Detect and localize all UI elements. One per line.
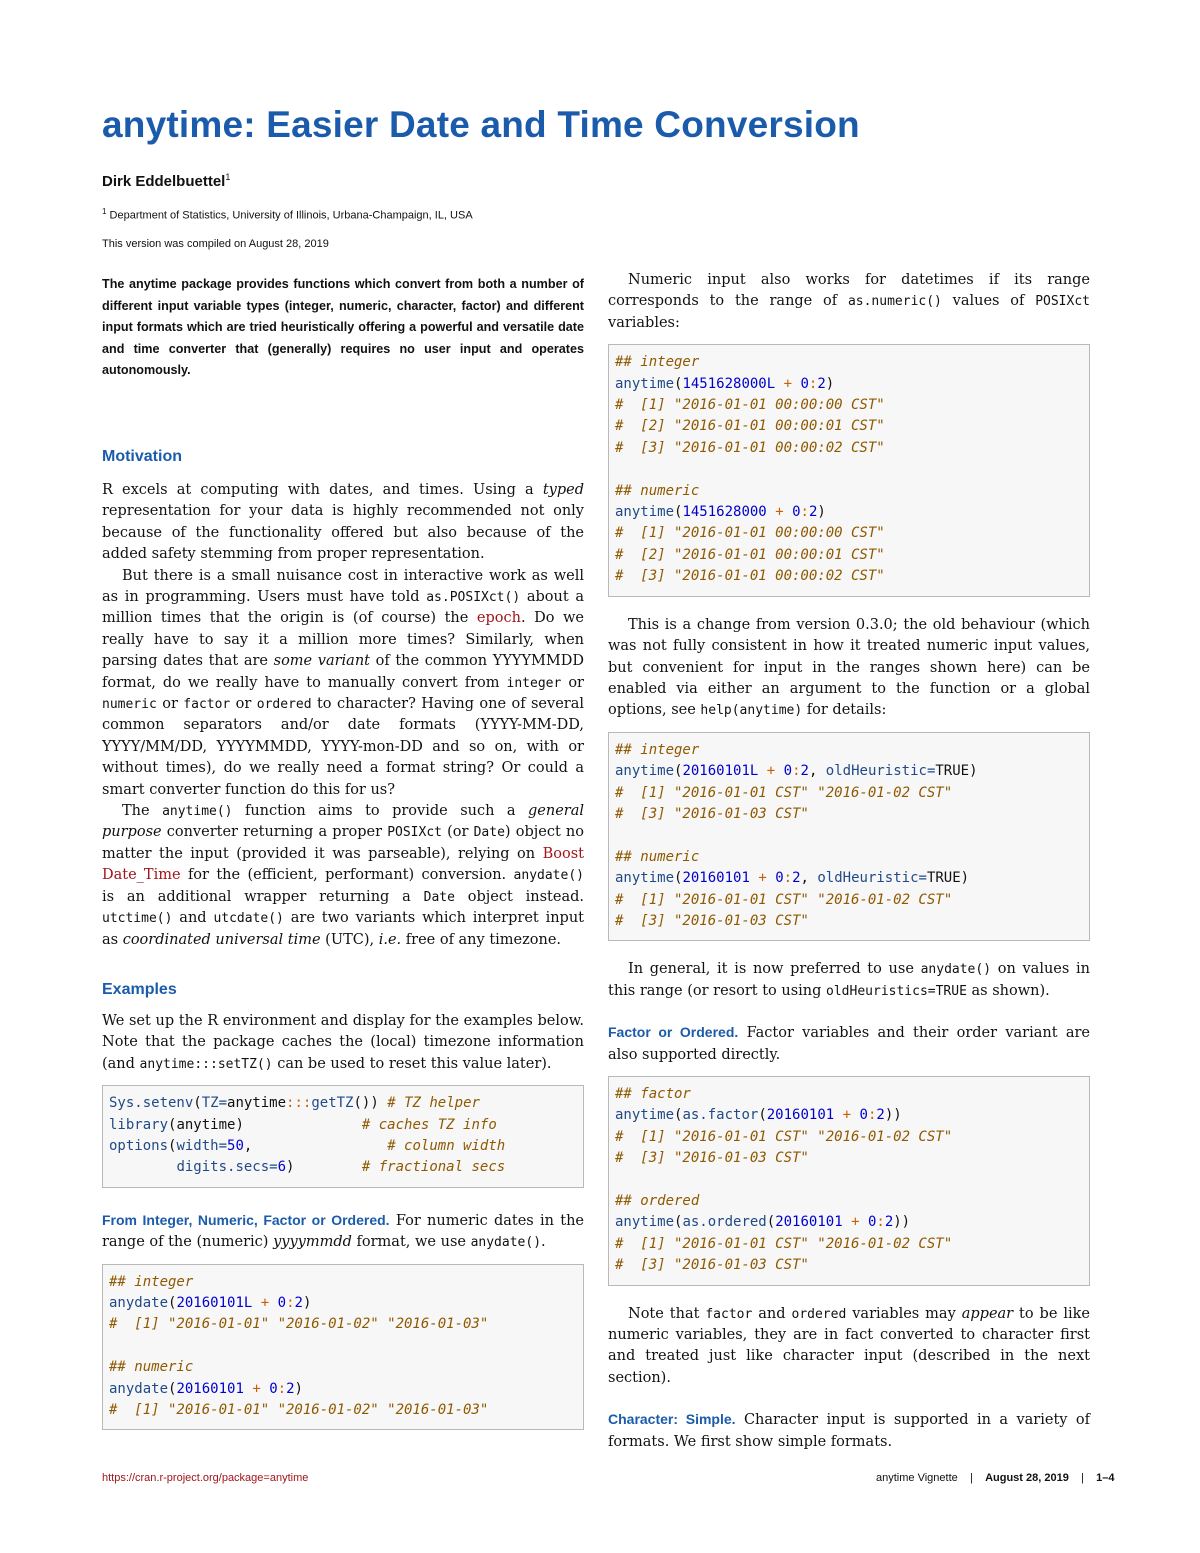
motivation-para-3: The anytime() function aims to provide such a general purpose converter returning a proper POSIXct (or Date) object no matter the input (provided it was parseable), relying on Boost Date_Time for the (efficient, performant) conversion. anydate() is an additional wrapper returning a Date object instead. utctime() and utcdate() are two variants which interpret input as coordinated universal time (UTC), i.e. free of any timezone. xyxy=(102,803,585,948)
code-block-setup: Sys.setenv(TZ=anytime:::getTZ()) # TZ helper library(anytime) # caches TZ info options(width=50, # column width digits.secs=6) # fractional secs xyxy=(102,1085,584,1188)
footer-url-link[interactable]: https://cran.r-project.org/package=anytime xyxy=(102,1472,309,1484)
affiliation xyxy=(102,207,473,222)
footer-sep: | xyxy=(969,1472,973,1484)
right-column xyxy=(608,270,1090,1453)
para-title-from-integer: From Integer, Numeric, Factor or Ordered. xyxy=(102,1211,390,1228)
affil-marker: 1 xyxy=(102,207,107,216)
code-block-old-heuristic: ## integer anytime(20160101L + 0:2, oldHeuristic=TRUE) # [1] "2016-01-01 CST" "2016-01-02 CST" # [3] "2016-01-03 CST" ## numeric anytime(20160101 + 0:2, oldHeuristic=TRUE) # [1] "2016-01-01 CST" "2016-01-02 CST" # [3] "2016-01-03 CST" xyxy=(608,732,1090,942)
boost-link[interactable]: Boost Date_Time xyxy=(102,845,584,884)
section-motivation: Motivation xyxy=(102,447,182,465)
integer-para: From Integer, Numeric, Factor or Ordered. For numeric dates in the range of the (numeric) yyyymmdd format, we use anydate(). xyxy=(102,1211,584,1251)
motivation-para-1: R excels at computing with dates, and times. Using a typed representation for your data is highly recommended not only because of the functionality offered but also because of the added safety stemming from proper representation. xyxy=(102,481,584,563)
change-para: This is a change from version 0.3.0; the old behaviour (which was not fully consistent in how it treated numeric input values, but convenient for input in the ranges shown here) can be enabled via either an argument to the function or a global options, see help(anytime) for details: xyxy=(608,616,1090,719)
code-block-factor: ## factor anytime(as.factor(20160101 + 0:2)) # [1] "2016-01-01 CST" "2016-01-02 CST" # [3] "2016-01-03 CST" ## ordered anytime(as.ordered(20160101 + 0:2)) # [1] "2016-01-01 CST" "2016-01-02 CST" # [3] "2016-01-03 CST" xyxy=(608,1076,1090,1286)
code-block-anytime-numeric: ## integer anytime(1451628000L + 0:2) # [1] "2016-01-01 00:00:00 CST" # [2] "2016-01-01 00:00:01 CST" # [3] "2016-01-01 00:00:02 CST" ## numeric anytime(1451628000 + 0:2) # [1] "2016-01-01 00:00:00 CST" # [2] "2016-01-01 00:00:01 CST" # [3] "2016-01-01 00:00:02 CST" xyxy=(608,344,1090,596)
footer-info xyxy=(876,1472,1115,1484)
general-para: In general, it is now preferred to use anydate() on values in this range (or resort to using oldHeuristics=TRUE as shown). xyxy=(608,961,1090,999)
left-column xyxy=(102,274,584,1430)
author-affil-marker: 1 xyxy=(225,172,231,182)
abstract: The anytime package provides functions which convert from both a number of different input variable types (integer, numeric, character, factor) and different input formats which are tried heuristically offering a powerful and versatile date and time converter that (generally) requires no user input and operates autonomously. xyxy=(102,277,584,378)
footer-sep: | xyxy=(1081,1472,1084,1484)
examples-para-1: We set up the R environment and display for the examples below. Note that the package caches the (local) timezone information (and anytime:::setTZ() can be used to reset this value later). xyxy=(102,1012,584,1072)
compiled-date: This version was compiled on August 28, 2019 xyxy=(102,238,329,250)
affil-text: Department of Statistics, University of Illinois, Urbana-Champaign, IL, USA xyxy=(109,209,473,222)
author-name: Dirk Eddelbuettel xyxy=(102,173,226,190)
author xyxy=(102,172,230,190)
character-para: Character: Simple. Character input is supported in a variety of formats. We first show simple formats. xyxy=(608,1411,1090,1450)
footer-date: August 28, 2019 xyxy=(985,1472,1069,1484)
footer-vignette: anytime Vignette xyxy=(876,1472,958,1484)
footer-pages: 1–4 xyxy=(1096,1472,1115,1484)
note-para: Note that factor and ordered variables may appear to be like numeric variables, they are in fact converted to character first and treated just like character input (described in the next section). xyxy=(608,1305,1091,1386)
section-examples: Examples xyxy=(102,980,177,998)
paper-title: anytime: Easier Date and Time Conversion xyxy=(102,104,860,145)
para-title-factor: Factor or Ordered. xyxy=(608,1024,739,1041)
para-title-character: Character: Simple. xyxy=(608,1411,736,1428)
factor-para: Factor or Ordered. Factor variables and their order variant are also supported directly. xyxy=(608,1024,1091,1063)
code-block-anydate: ## integer anydate(20160101L + 0:2) # [1] "2016-01-01" "2016-01-02" "2016-01-03" ## numeric anydate(20160101 + 0:2) # [1] "2016-01-01" "2016-01-02" "2016-01-03" xyxy=(102,1264,584,1431)
numeric-datetime-para: Numeric input also works for datetimes if its range corresponds to the range of as.numeric() values of POSIXct variables: xyxy=(608,272,1090,331)
epoch-link[interactable]: epoch xyxy=(476,610,521,627)
motivation-para-2: But there is a small nuisance cost in interactive work as well as in programming. Users must have told as.POSIXct() about a million times that the origin is (of course) the epoch. Do we really have to say it a million more times? Similarly, when parsing dates that are some variant of the common YYYYMMDD format, do we really have to manually convert from integer or numeric or factor or ordered to character? Having one of several common separators and/or date formats (YYYY-MM-DD, YYYY/MM/DD, YYYYMMDD, YYYY-mon-DD and so on, with or without times), do we really need a format string? Or could a smart converter function do this for us? xyxy=(102,567,585,798)
